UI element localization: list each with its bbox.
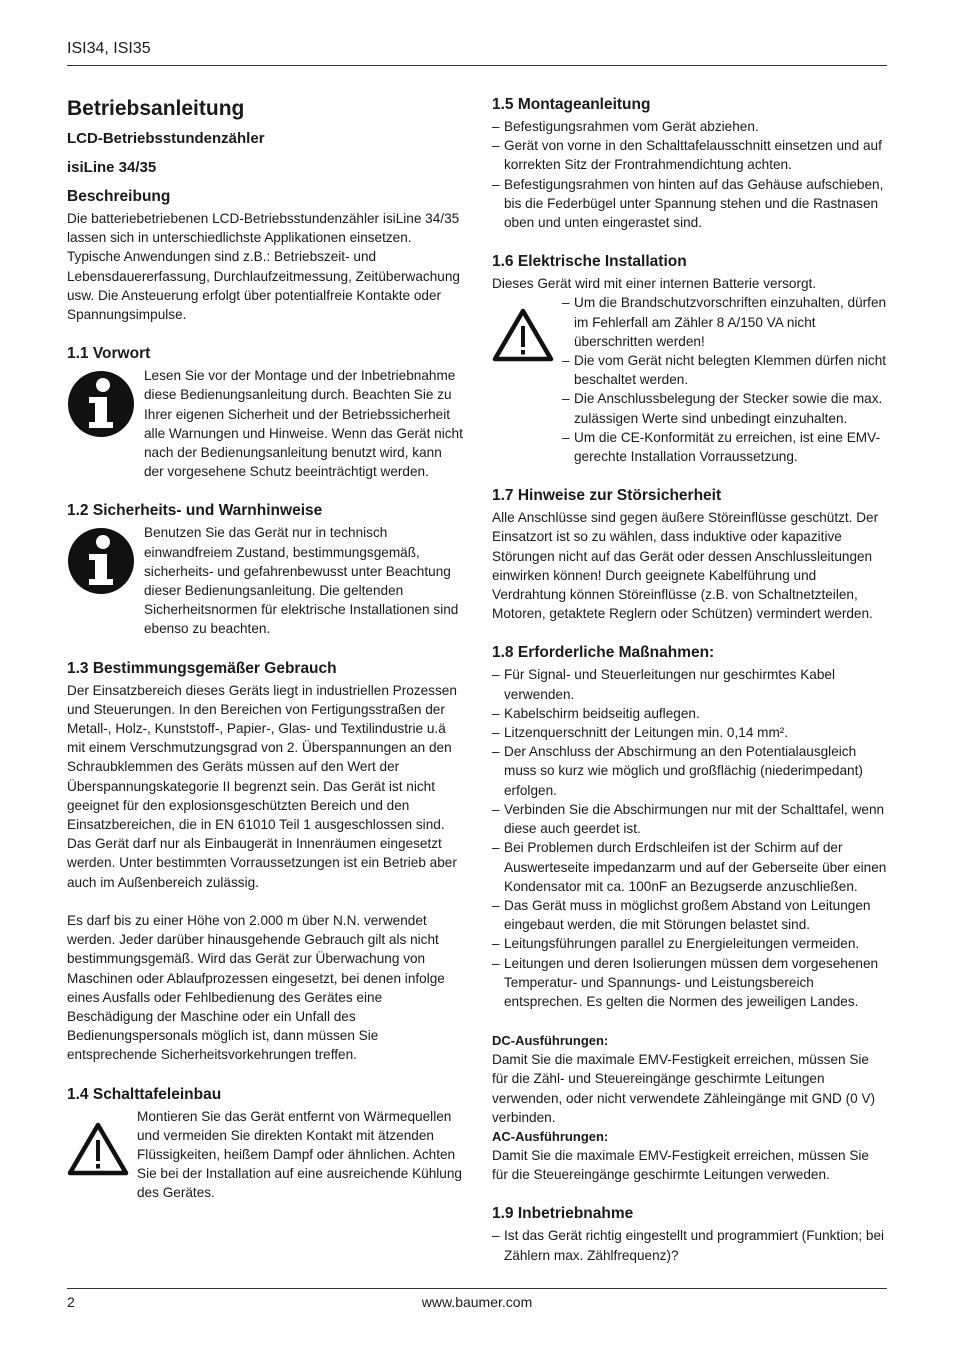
website-url: www.baumer.com — [421, 1294, 533, 1310]
header-model: ISI34, ISI35 — [67, 40, 151, 57]
section-heading: 1.6 Elektrische Installation — [492, 253, 687, 271]
section-heading: 1.4 Schalttafeleinbau — [67, 1085, 222, 1103]
section-vorwort — [67, 344, 463, 481]
footer-rule — [67, 1288, 887, 1289]
section-heading: 1.1 Vorwort — [67, 345, 151, 363]
list-item: – Leitungsführungen parallel zu Energieleitungen vermeiden. — [492, 934, 888, 953]
list-item: – Um die Brandschutzvorschriften einzuhalten, dürfen im Fehlerfall am Zähler 8 A/150 VA nicht überschritten werden! — [562, 293, 888, 351]
info-icon — [67, 527, 135, 595]
section-text: Montieren Sie das Gerät entfernt von Wärmequellen und vermeiden Sie direkten Kontakt mit ätzenden Flüssigkeiten, heißem Dampf oder ähnlichen. Achten Sie bei der Installation auf eine ausreichende Kühlung des Gerätes. — [137, 1108, 462, 1201]
section-heading: 1.5 Montageanleitung — [492, 96, 651, 113]
list-item: – Befestigungsrahmen vom Gerät abziehen. — [492, 117, 888, 136]
section-montage — [492, 95, 888, 232]
dc-heading: DC-Ausführungen: — [492, 1033, 609, 1049]
warning-icon — [492, 307, 554, 363]
section-massnahmen — [492, 643, 888, 1184]
document-title: Betriebsanleitung — [67, 97, 245, 120]
list-item: – Kabelschirm beidseitig auflegen. — [492, 704, 888, 723]
dc-text: Damit Sie die maximale EMV-Festigkeit erreichen, müssen Sie für die Zähl- und Steuereingänge geschirmte Leitungen verwenden, oder nicht verwendete Zähleingänge mit GND (0 V) verbinden. — [492, 1052, 876, 1125]
section-inbetriebnahme — [492, 1204, 888, 1264]
section-heading: 1.9 Inbetriebnahme — [492, 1205, 634, 1223]
section-beschreibung — [67, 187, 463, 324]
left-column — [67, 95, 463, 1223]
section-text: Benutzen Sie das Gerät nur in technisch einwandfreiem Zustand, bestimmungsgemäß, sicherheits- und gefahrenbewusst unter Beachtung dieser Bedienungsanleitung. Die geltenden Sicherheitsnormen für elektrische Installationen sind ebenso zu beachten. — [144, 525, 459, 637]
list-item: – Die vom Gerät nicht belegten Klemmen dürfen nicht beschaltet werden. — [562, 351, 888, 389]
section-text: Alle Anschlüsse sind gegen äußere Störeinflüsse geschützt. Der Einsatzort ist so zu wählen, dass induktive oder kapazitive Störungen nicht auf das Gerät oder dessen Anschlussleitungen einwirken können! Durch geeignete Kabelführung und Verdrahtung können Störeinflüsse (z.B. von Schaltnetzteilen, Motoren, getaktete Reglern oder Schützen) vermindert werden. — [492, 510, 879, 622]
section-text: Der Einsatzbereich dieses Geräts liegt in industriellen Prozessen und Steuerungen. In den Bereichen von Fertigungsstraßen der Metall-, Holz-, Kunststoff-, Papier-, Glas- und Textilindustrie u.ä mit einem Verschmutzungsgrad von 2. Überspannungen an den Schraubklemmen des Geräts müssen auf den Wert der Überspannungskategorie II begrenzt sein. Das Gerät ist nicht geeignet für den explosionsgeschützten Bereich und den Einsatzbereichen, die in EN 61010 Teil 1 ausgeschlossen sind. Das Gerät darf nur als Einbaugerät in Innenräumen eingesetzt werden. Unter bestimmten Vorraussetzungen ist ein Betrieb aber auch im Außenbereich zulässig. — [67, 682, 457, 890]
list-item: – Litzenquerschnitt der Leitungen min. 0,14 mm². — [492, 723, 888, 742]
list-item: – Um die CE-Konformität zu erreichen, ist eine EMV-gerechte Installation Vorraussetzung. — [562, 428, 888, 466]
header-rule — [67, 65, 887, 66]
list-item: – Bei Problemen durch Erdschleifen ist der Schirm auf der Auswerteseite impedanzarm und auf der Geberseite über einen Kondensator mit ca. 100nF an Bezugserde anzuschließen. — [492, 838, 888, 896]
ac-text: Damit Sie die maximale EMV-Festigkeit erreichen, müssen Sie für die Steuereingänge geschirmte Leitungen verweden. — [492, 1147, 869, 1183]
subtitle-product-line: isiLine 34/35 — [67, 159, 157, 176]
list-item: – Der Anschluss der Abschirmung an den Potentialausgleich muss so kurz wie möglich und großflächig (niederimpedant) erfolgen. — [492, 742, 888, 800]
list-item: – Gerät von vorne in den Schalttafelausschnitt einsetzen und auf korrekten Sitz der Frontrahmendichtung achten. — [492, 136, 888, 174]
section-elektrisch — [492, 252, 888, 466]
section-gebrauch — [67, 659, 463, 1065]
section-heading: 1.2 Sicherheits- und Warnhinweise — [67, 502, 323, 520]
list-item: – Befestigungsrahmen von hinten auf das Gehäuse aufschieben, bis die Federbügel unter Spannung stehen und die Rastnasen oben und unten eingerastet sind. — [492, 175, 888, 233]
list-item: – Ist das Gerät richtig eingestellt und programmiert (Funktion; bei Zählern max. Zählfrequenz)? — [492, 1226, 888, 1264]
ac-heading: AC-Ausführungen: — [492, 1128, 609, 1144]
warning-icon — [67, 1121, 129, 1177]
section-schalttafel — [67, 1085, 463, 1203]
list-item: – Leitungen und deren Isolierungen müssen dem vorgesehenen Temperatur- und Spannungs- und Leistungsbereich entsprechen. Es gelten die Normen des jeweiligen Landes. — [492, 954, 888, 1012]
list-item: – Für Signal- und Steuerleitungen nur geschirmtes Kabel verwenden. — [492, 665, 888, 703]
right-column — [492, 95, 888, 1285]
page-number: 2 — [67, 1294, 75, 1310]
info-icon — [67, 370, 135, 438]
section-heading: 1.7 Hinweise zur Störsicherheit — [492, 487, 722, 505]
section-heading: 1.8 Erforderliche Maßnahmen: — [492, 644, 715, 662]
list-item: – Die Anschlussbelegung der Stecker sowie die max. zulässigen Werte sind unbedingt einzuhalten. — [562, 389, 888, 427]
section-heading: Beschreibung — [67, 188, 171, 205]
section-heading: 1.3 Bestimmungsgemäßer Gebrauch — [67, 659, 337, 677]
list-item: – Das Gerät muss in möglichst großem Abstand von Leitungen eingebaut werden, die mit Störungen belastet sind. — [492, 896, 888, 934]
list-item: – Verbinden Sie die Abschirmungen nur mit der Schalttafel, wenn diese auch geerdet ist. — [492, 800, 888, 838]
section-text: Lesen Sie vor der Montage und der Inbetriebnahme diese Bedienungsanleitung durch. Beachten Sie zu Ihrer eigenen Sicherheit und der Betriebssicherheit alle Warnungen und Hinweise. Wenn das Gerät nicht nach der Bedienungsanleitung benutzt wird, kann der vorgesehene Schutz beeinträchtigt werden. — [144, 368, 463, 480]
section-text: Es darf bis zu einer Höhe von 2.000 m über N.N. verwendet werden. Jeder darüber hinausgehende Gebrauch gilt als nicht bestimmungsgemäß. Wird das Gerät zur Überwachung von Maschinen oder Ablaufprozessen eingesetzt, bei denen infolge eines Ausfalls oder Fehlbedienung des Gerätes eine Beschädigung der Maschine oder ein Unfall des Bedienungspersonals möglich ist, dann müssen Sie entsprechende Sicherheitsvorkehrungen treffen. — [67, 912, 445, 1063]
section-text: Die batteriebetriebenen LCD-Betriebsstundenzähler isiLine 34/35 lassen sich in unterschiedlichste Applikationen einsetzen. Typische Anwendungen sind z.B.: Betriebszeit- und Lebensdauererfassung, Durchlaufzeitmessung, Zeitüberwachung usw. Die Ansteuerung erfolgt über potentialfreie Kontakte oder Spannungsimpulse. — [67, 211, 460, 323]
subtitle-product-type: LCD-Betriebsstundenzähler — [67, 130, 265, 147]
section-intro: Dieses Gerät wird mit einer internen Batterie versorgt. — [492, 276, 817, 292]
section-stoersicherheit — [492, 486, 888, 623]
section-sicherheit — [67, 501, 463, 638]
